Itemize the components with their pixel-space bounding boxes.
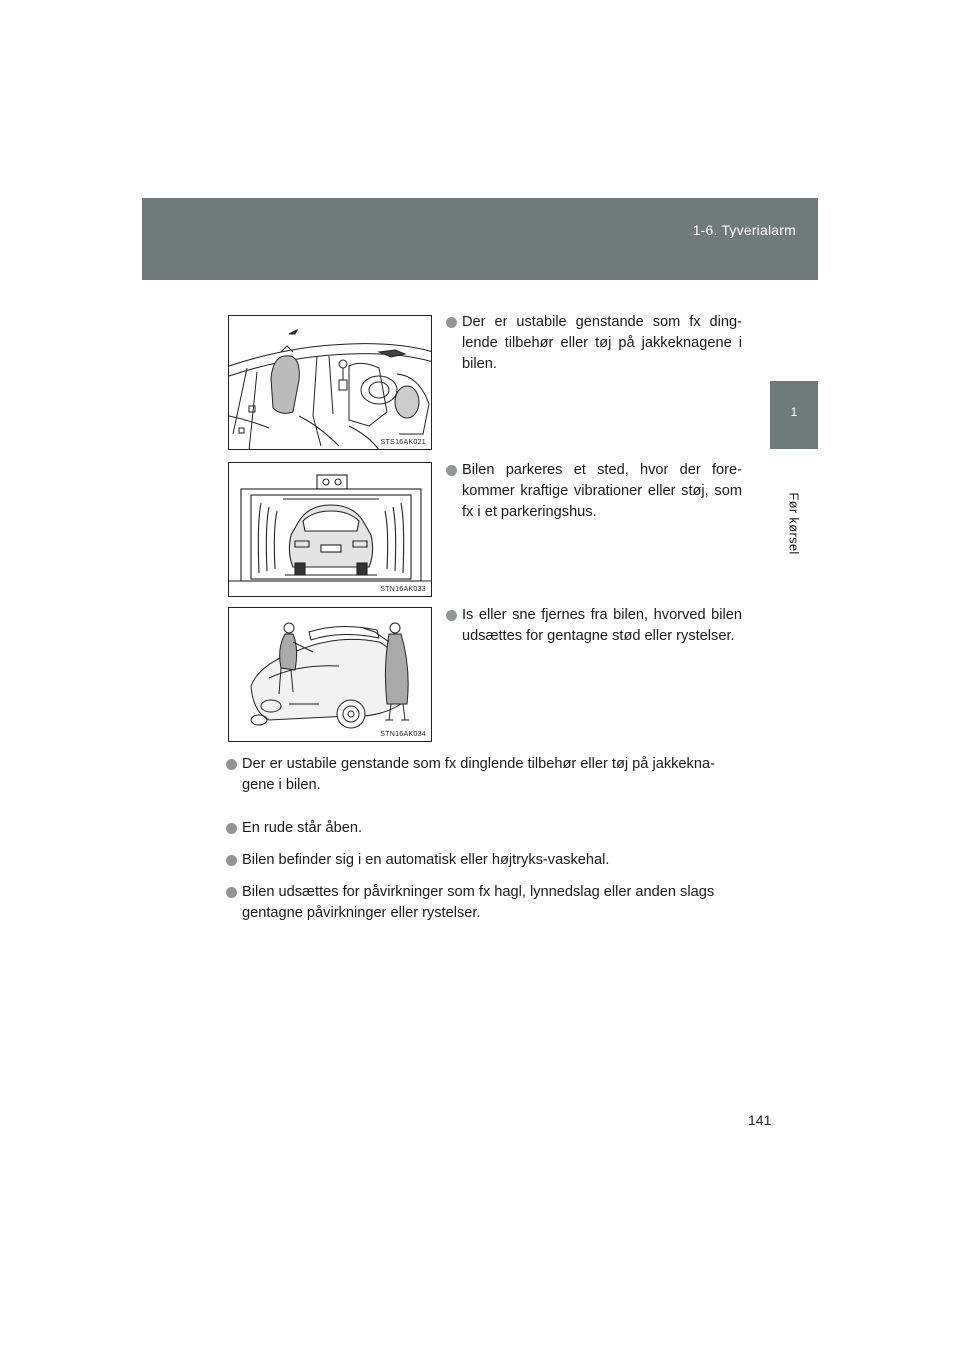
bullet-icon — [446, 610, 457, 621]
car-interior-illustration — [229, 316, 432, 450]
page-number: 141 — [748, 1112, 772, 1128]
bullet-text: Der er ustabile genstande som fx dinglende tilbehør eller tøj på jakkekna-gene i bilen. — [242, 756, 715, 793]
bullet-icon — [226, 759, 237, 770]
bullet-text: Is eller sne fjernes fra bilen, hvorved bilen udsættes for gentagne stød eller rystelser. — [462, 607, 742, 644]
chapter-title-vertical — [770, 458, 818, 588]
figure-code: STS16AK021 — [380, 439, 426, 446]
bullet-item-3 — [226, 850, 746, 871]
parking-garage-illustration — [229, 463, 432, 597]
bullet-icon — [226, 887, 237, 898]
section-header-bar — [142, 198, 818, 280]
figure-parking-garage — [228, 462, 432, 597]
bullet-icon — [446, 465, 457, 476]
chapter-tab — [770, 381, 818, 449]
bullet-text: Bilen befinder sig i en automatisk eller højtryks-vaskehal. — [242, 852, 610, 868]
bullet-text: Bilen udsættes for påvirkninger som fx hagl, lynnedslag eller anden slags gentagne påvirkninger eller rystelser. — [242, 884, 715, 921]
bullet-text: Der er ustabile genstande som fx ding-lende tilbehør eller tøj på jakkeknagene i bilen. — [462, 314, 742, 372]
bullet-icon — [226, 823, 237, 834]
figure-bullet-2 — [446, 460, 742, 523]
bullet-item-1 — [226, 754, 746, 796]
figure-car-interior — [228, 315, 432, 450]
figure-code: STN16AK033 — [380, 586, 426, 593]
figure-snow-removal — [228, 607, 432, 742]
bullet-item-4 — [226, 882, 746, 924]
bullet-item-2 — [226, 818, 746, 839]
figure-bullet-1 — [446, 312, 742, 375]
bullet-icon — [446, 317, 457, 328]
figure-bullet-3 — [446, 605, 742, 647]
bullet-text: En rude står åben. — [242, 820, 363, 836]
snow-removal-illustration — [229, 608, 432, 742]
figure-code: STN16AK034 — [380, 731, 426, 738]
section-title: 1-6. Tyverialarm — [692, 222, 796, 238]
bullet-text: Bilen parkeres et sted, hvor der fore-kommer kraftige vibrationer eller støj, som fx i et parkeringshus. — [462, 462, 742, 520]
bullet-icon — [226, 855, 237, 866]
chapter-number: 1 — [790, 405, 798, 419]
chapter-title: Før kørsel — [786, 491, 802, 555]
